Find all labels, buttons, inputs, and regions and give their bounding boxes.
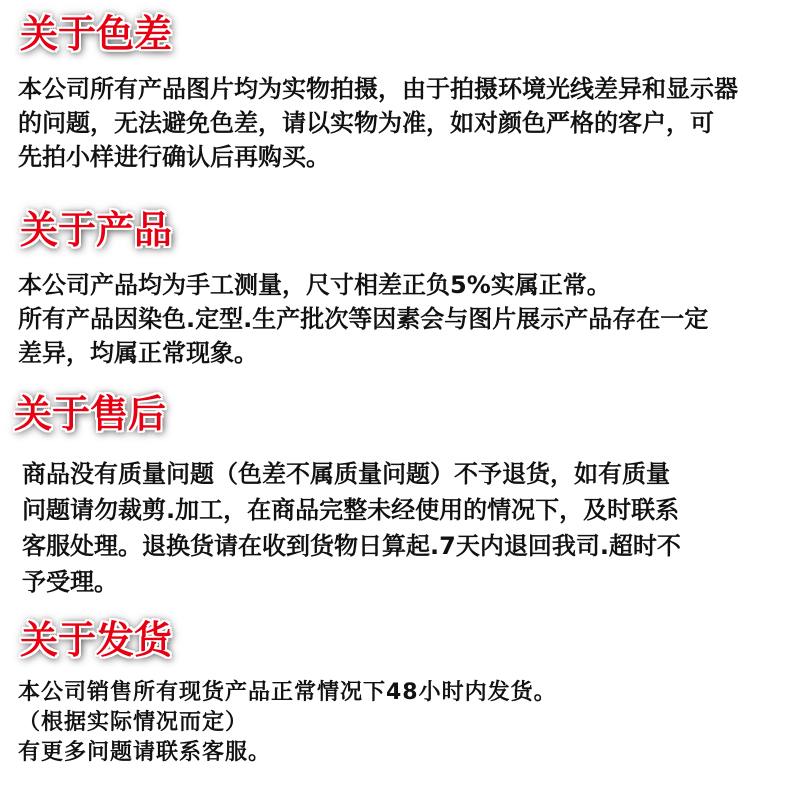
product-heading: 关于产品 xyxy=(20,208,173,252)
text-line: 商品没有质量问题（色差不属质量问题）不予退货，如有质量 xyxy=(22,460,670,488)
text-line: 问题请勿裁剪.加工，在商品完整未经使用的情况下，及时联系 xyxy=(22,496,680,524)
product-text xyxy=(18,268,708,370)
text-line: 先拍小样进行确认后再购买。 xyxy=(18,143,330,171)
color-difference-heading: 关于色差 xyxy=(20,12,173,56)
after-sales-text xyxy=(22,456,681,600)
text-line: 有更多问题请联系客服。 xyxy=(18,740,272,765)
text-line: 客服处理。退换货请在收到货物日算起.7天内退回我司.超时不 xyxy=(22,532,681,560)
shipping-heading: 关于发货 xyxy=(20,618,173,662)
text-line: 所有产品因染色.定型.生产批次等因素会与图片展示产品存在一定 xyxy=(18,305,709,333)
text-line: 本公司所有产品图片均为实物拍摄，由于拍摄环境光线差异和显示器 xyxy=(18,75,738,103)
text-line: 本公司销售所有现货产品正常情况下48小时内发货。 xyxy=(18,680,557,705)
text-line: 差异，均属正常现象。 xyxy=(18,339,258,367)
text-line: 予受理。 xyxy=(22,568,118,596)
after-sales-heading: 关于售后 xyxy=(14,392,167,436)
text-line: 的问题，无法避免色差，请以实物为准，如对颜色严格的客户，可 xyxy=(18,109,714,137)
text-line: （根据实际情况而定） xyxy=(18,710,249,735)
shipping-text xyxy=(18,678,557,768)
color-difference-text xyxy=(18,72,738,174)
text-line: 本公司产品均为手工测量，尺寸相差正负5%实属正常。 xyxy=(18,271,611,299)
